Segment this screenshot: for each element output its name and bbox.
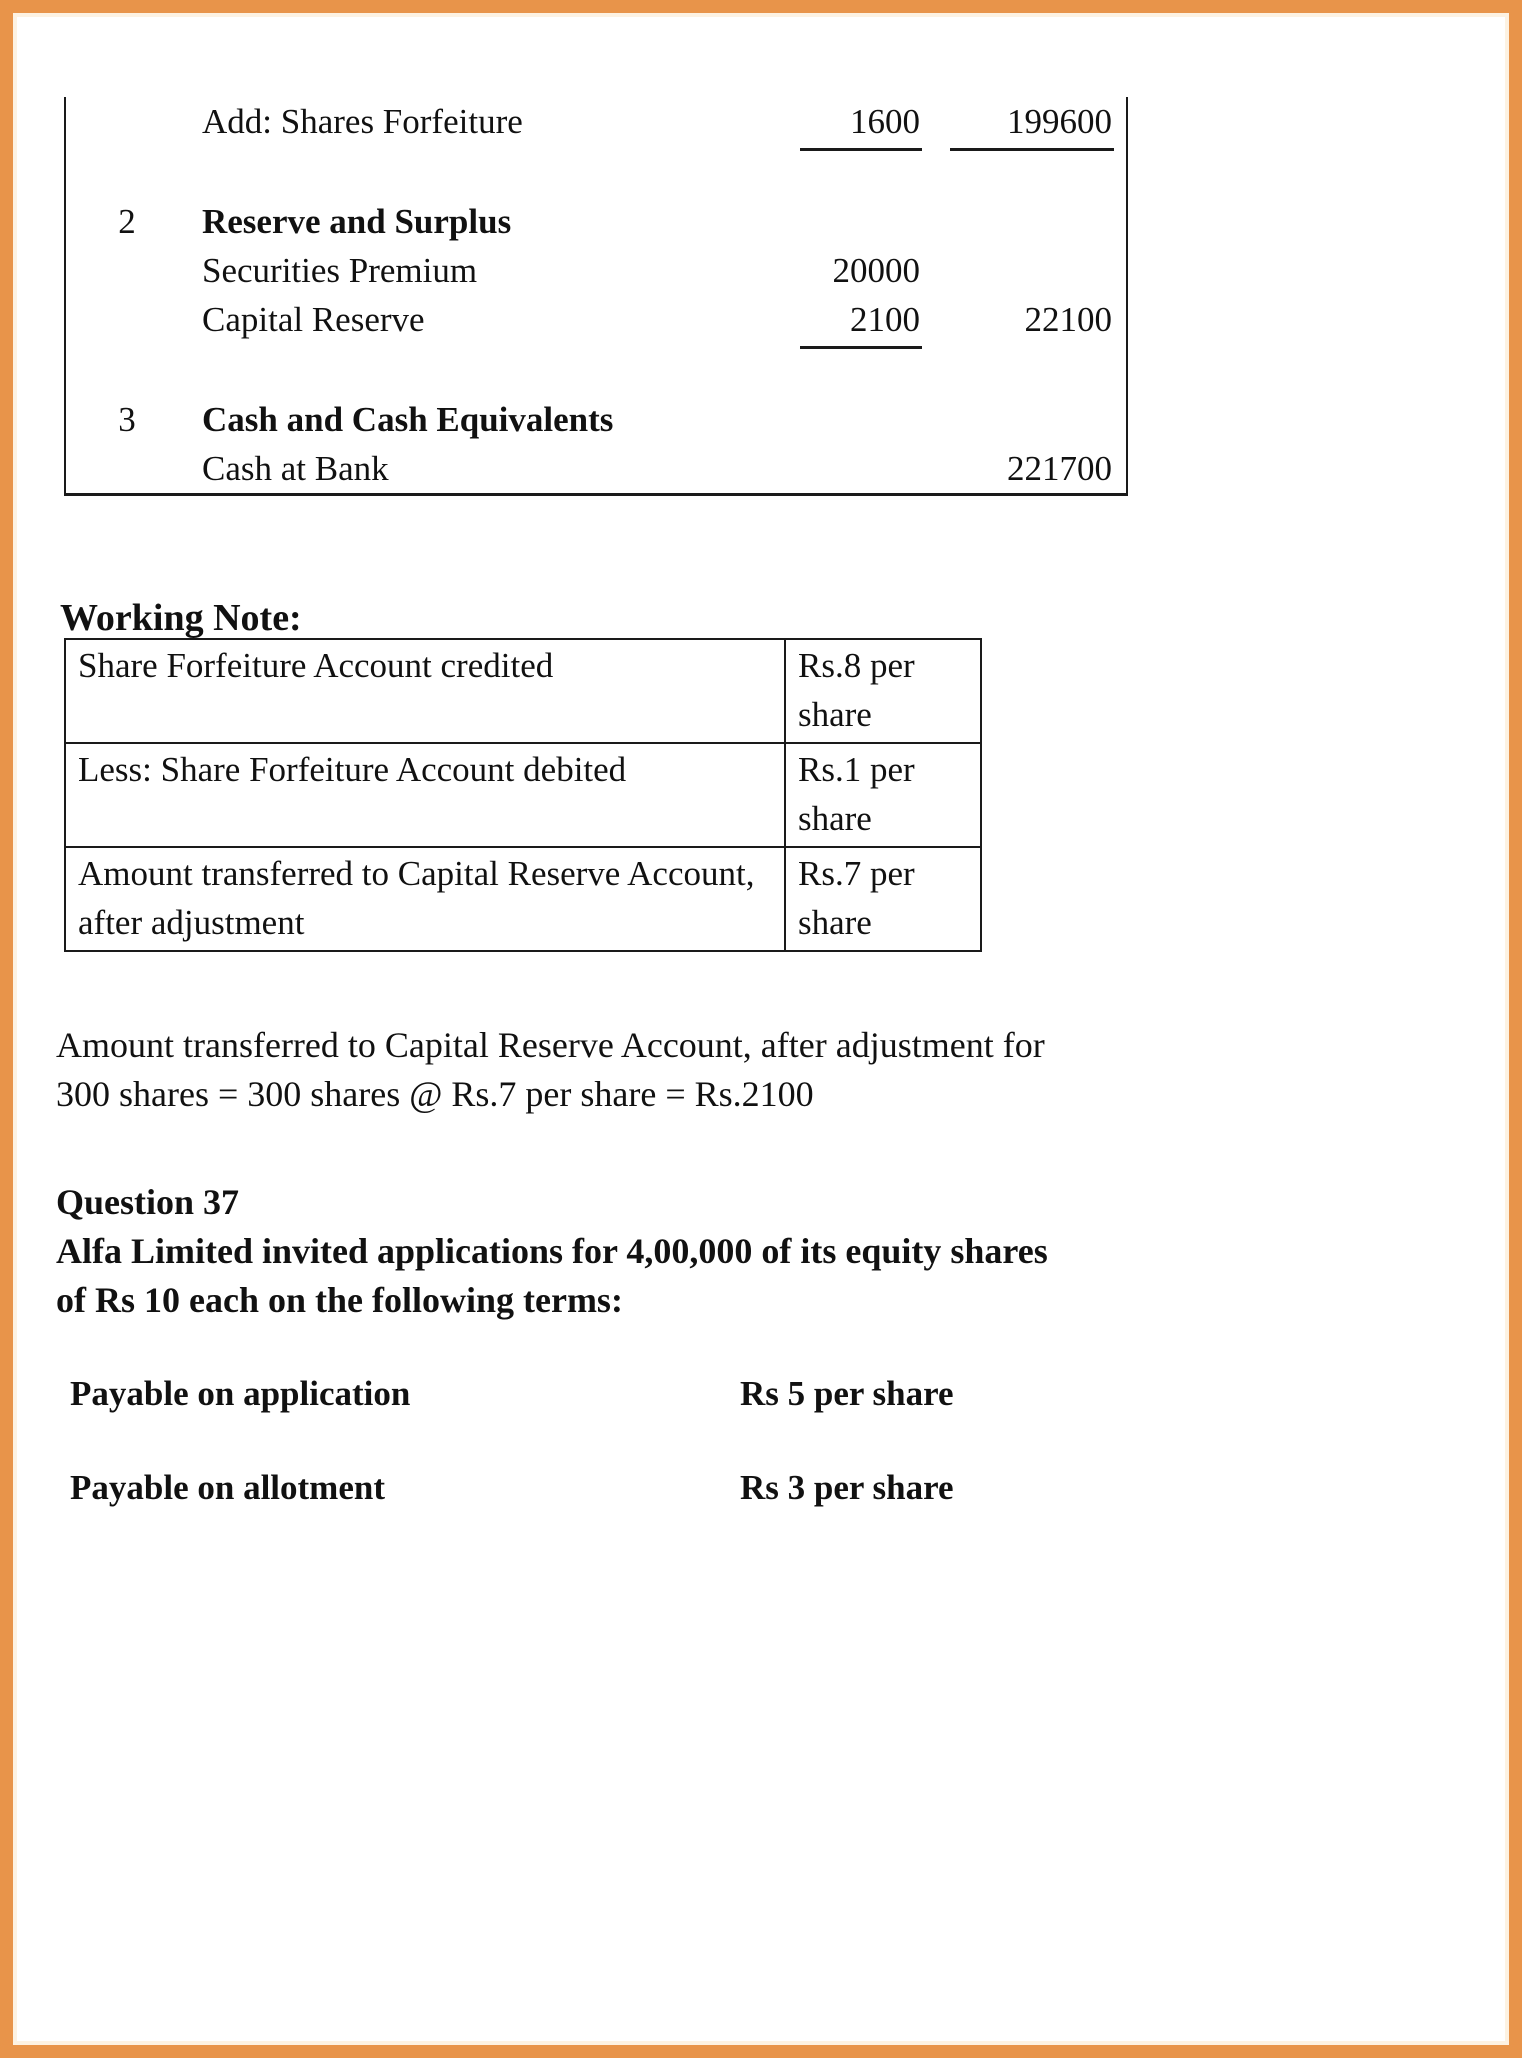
row-serial-number: 2	[118, 202, 136, 241]
table-row	[65, 847, 981, 951]
share-terms-list	[70, 1370, 1070, 1558]
table-row	[65, 444, 1127, 495]
working-note-description: Less: Share Forfeiture Account debited	[65, 743, 785, 847]
question-block	[56, 1178, 1056, 1325]
table-row	[65, 743, 981, 847]
working-note-description: Share Forfeiture Account credited	[65, 639, 785, 743]
spacer-cell	[936, 151, 1127, 197]
amount-plain: 221700	[1007, 449, 1112, 488]
term-label: Payable on application	[70, 1374, 411, 1413]
row-serial-number	[65, 246, 188, 295]
table-row	[65, 395, 1127, 444]
amount-plain: 20000	[832, 251, 920, 290]
table-row	[65, 639, 981, 743]
table-row	[65, 97, 1127, 151]
spacer-cell	[65, 151, 188, 197]
row-serial-number	[65, 295, 188, 349]
row-label: Cash at Bank	[202, 449, 389, 488]
working-note-value: Rs.8 per share	[785, 639, 981, 743]
amount-underlined: 2100	[800, 295, 922, 349]
row-amount-column-2	[936, 197, 1127, 246]
term-value: Rs 5 per share	[740, 1374, 954, 1413]
table-row	[65, 246, 1127, 295]
spacer-cell	[936, 349, 1127, 395]
row-amount-column-2	[936, 444, 1127, 495]
amount-underlined: 199600	[950, 97, 1114, 151]
row-label: Add: Shares Forfeiture	[202, 102, 523, 141]
row-amount-column-1	[762, 197, 936, 246]
list-item	[70, 1464, 1070, 1512]
row-label: Securities Premium	[202, 251, 478, 290]
table-spacer-row	[65, 349, 1127, 395]
list-item	[70, 1370, 1070, 1418]
working-note-table	[64, 638, 982, 952]
working-note-value: Rs.1 per share	[785, 743, 981, 847]
row-amount-column-2	[936, 246, 1127, 295]
table-spacer-row	[65, 151, 1127, 197]
term-label: Payable on allotment	[70, 1468, 385, 1507]
question-text: Alfa Limited invited applications for 4,00,000 of its equity shares of Rs 10 each on the following terms:	[56, 1231, 1048, 1320]
row-amount-column-1	[762, 444, 936, 495]
amount-underlined: 1600	[800, 97, 922, 151]
row-amount-column-1	[762, 246, 936, 295]
working-note-description: Amount transferred to Capital Reserve Account, after adjustment	[65, 847, 785, 951]
working-note-heading: Working Note:	[60, 597, 302, 639]
row-amount-column-2	[936, 295, 1127, 349]
spacer-cell	[762, 349, 936, 395]
question-title: Question 37	[56, 1182, 240, 1222]
working-note-value: Rs.7 per share	[785, 847, 981, 951]
row-amount-column-2	[936, 97, 1127, 151]
row-amount-column-1	[762, 395, 936, 444]
table-row	[65, 197, 1127, 246]
row-label: Reserve and Surplus	[202, 202, 512, 241]
balance-sheet-notes-table	[64, 97, 1128, 496]
row-amount-column-1	[762, 295, 936, 349]
spacer-cell	[762, 151, 936, 197]
amount-plain: 22100	[1024, 300, 1112, 339]
row-label: Cash and Cash Equivalents	[202, 400, 614, 439]
table-row	[65, 295, 1127, 349]
row-serial-number: 3	[118, 400, 136, 439]
spacer-cell	[188, 151, 762, 197]
capital-reserve-transfer-paragraph: Amount transferred to Capital Reserve Account, after adjustment for 300 shares = 300 shares @ Rs.7 per share = Rs.2100	[56, 1025, 1045, 1114]
row-serial-number	[65, 444, 188, 495]
row-amount-column-2	[936, 395, 1127, 444]
spacer-cell	[65, 349, 188, 395]
spacer-cell	[188, 349, 762, 395]
row-amount-column-1	[762, 97, 936, 151]
row-serial-number	[65, 97, 188, 151]
term-value: Rs 3 per share	[740, 1468, 954, 1507]
row-label: Capital Reserve	[202, 300, 425, 339]
